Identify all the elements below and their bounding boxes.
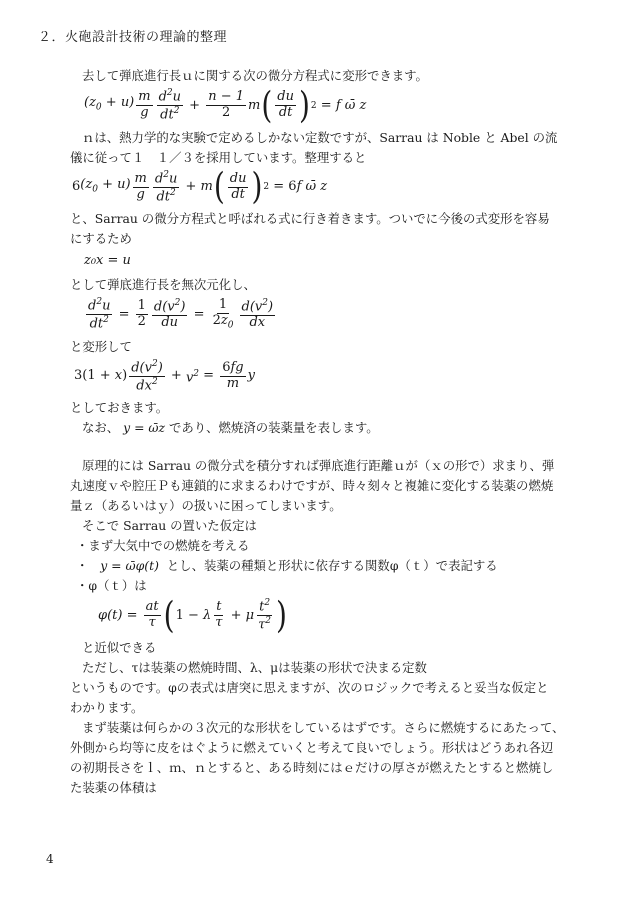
bullet-item [70, 556, 570, 576]
bullet-item: ・まず大気中での燃焼を考える [76, 538, 250, 554]
text-span: なお、 [82, 420, 120, 436]
paragraph: として弾底進行長を無次元化し、 [70, 277, 256, 293]
equation-nondimensional: $\frac{d^2u}{dt^2}$ = $\frac{1}{2}$ $\frac{d(v^2)}{du}$ = $\frac{1}{2z_0}$ $\frac{d(v^2)}{dx}$ [88, 297, 274, 332]
text-span: であり、燃焼済の装薬量を表します。 [168, 420, 379, 436]
paragraph: ｎは、熱力学的な実験で定めるしかない定数ですが、Sarrau は Noble と Abel の流 [82, 129, 558, 145]
paragraph: わかります。 [70, 699, 144, 715]
paragraph: 外側から均等に皮をはぐように燃えていくと考えて良いでしょう。形状はどうあれ各辺 [70, 739, 554, 755]
paragraph [70, 418, 570, 438]
paragraph: と、Sarrau の微分方程式と呼ばれる式に行き着きます。ついでに今後の式変形を容易 [70, 211, 550, 227]
paragraph: ただし、τは装薬の燃焼時間、λ、μは装薬の形状で決まる定数 [82, 659, 427, 675]
bullet-marker: ・ [76, 558, 89, 574]
paragraph: にするため [70, 231, 132, 247]
paragraph: た装薬の体積は [70, 779, 157, 795]
paragraph: と近似できる [82, 639, 157, 655]
body-text [70, 66, 570, 798]
inline-equation: y = ω̄φ(t) [100, 558, 159, 574]
equation-transformed: 3(1 + x ) $\frac{d(v^2)}{dx^2}$ + $v^2$ = $\frac{6fg}{m}$ y [74, 358, 255, 394]
equation-substitution: z₀x = u [84, 253, 131, 269]
paragraph: としておきます。 [70, 400, 169, 416]
equation-differential-1: $(z_0 + u)$ $\frac{m}{g}$ $\frac{d^2u}{dt^2}$ + $\frac{n - 1}{2}$ m ( $\frac{du}{dt}$ ) 2 = f ω̄ z [84, 83, 367, 127]
paragraph: そこで Sarrau の置いた仮定は [82, 518, 257, 534]
paragraph: の初期長さをｌ、ｍ、ｎとすると、ある時刻にはｅだけの厚さが燃えたとすると燃焼し [70, 759, 554, 775]
paragraph: というものです。φの表式は唐突に思えますが、次のロジックで考えると妥当な仮定と [70, 679, 549, 695]
paragraph: 去して弾底進行長ｕに関する次の微分方程式に変形できます。 [82, 68, 428, 83]
paragraph: 儀に従って１ １／３を採用しています。整理すると [70, 149, 367, 165]
section-heading: ２．火砲設計技術の理論的整理 [38, 30, 228, 45]
bullet-item: ・φ（ｔ）は [76, 578, 147, 594]
equation-sarrau: 6 $(z_0 + u)$ $\frac{m}{g}$ $\frac{d^2u}{dt^2}$ + m ( $\frac{du}{dt}$ ) 2 = 6 f ω̄ z [72, 165, 328, 209]
paragraph: 原理的には Sarrau の微分式を積分すれば弾底進行距離ｕが（ｘの形で）求まり、弾 [82, 458, 555, 474]
equation-phi: φ(t) = $\frac{at}{\tau}$ ( 1 − λ $\frac{t}{\tau}$ + μ $\frac{t^2}{\tau^2}$ ) [98, 593, 287, 637]
text-span: とし、装薬の種類と形状に依存する関数φ（ｔ）で表記する [166, 558, 498, 574]
paragraph: 丸速度ｖや腔圧Ｐも連鎖的に求まるわけですが、時々刻々と複雑に変化する装薬の燃焼 [70, 478, 554, 494]
paragraph: 量ｚ（あるいはｙ）の扱いに困ってしまいます。 [70, 498, 342, 514]
inline-equation: y = ω̄z [123, 420, 166, 436]
paragraph: と変形して [70, 338, 132, 354]
page-number: 4 [46, 852, 54, 866]
paragraph: まず装薬は何らかの３次元的な形状をしているはずです。さらに燃焼するにあたって、 [82, 719, 565, 735]
